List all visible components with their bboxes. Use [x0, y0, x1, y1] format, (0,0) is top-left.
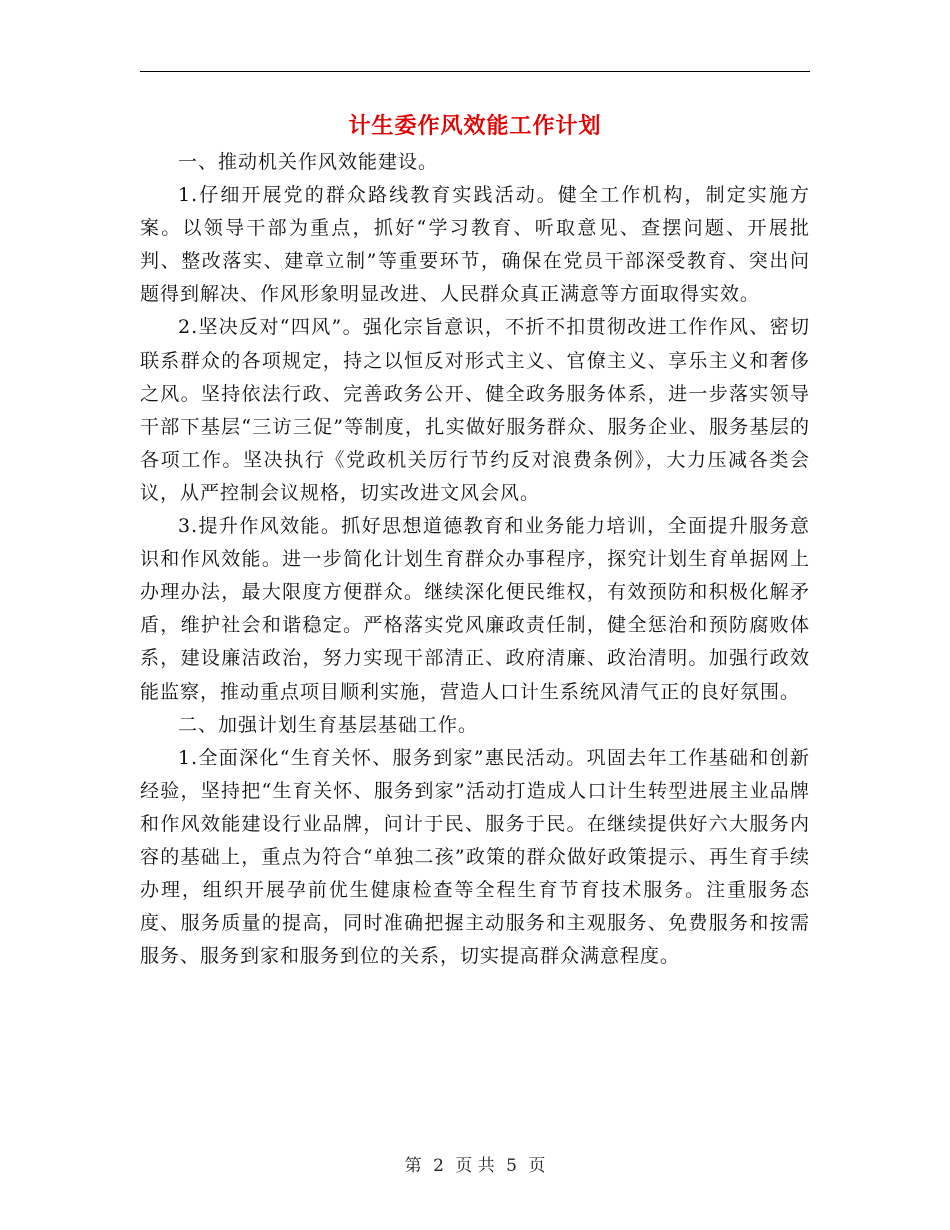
paragraph-1-2: 2.坚决反对“四风”。强化宗旨意识，不折不扣贯彻改进工作作风、密切联系群众的各项规定，持之以恒反对形式主义、官僚主义、享乐主义和奢侈之风。坚持依法行政、完善政务公开、健全政务服务体系，进一步落实领导干部下基层“三访三促”等制度，扎实做好服务群众、服务企业、服务基层的各项工作。坚决执行《党政机关厉行节约反对浪费条例》，大力压减各类会议，从严控制会议规格，切实改进文风会风。: [140, 316, 810, 504]
paragraph-1-3: 3.提升作风效能。抓好思想道德教育和业务能力培训，全面提升服务意识和作风效能。进一步简化计划生育群众办事程序，探究计划生育单据网上办理办法，最大限度方便群众。继续深化便民维权，有效预防和积极化解矛盾，维护社会和谐稳定。严格落实党风廉政责任制，健全惩治和预防腐败体系，建设廉洁政治，努力实现干部清正、政府清廉、政治清明。加强行政效能监察，推动重点项目顺利实施，营造人口计生系统风清气正的良好氛围。: [140, 515, 810, 703]
header-rule: [140, 71, 810, 72]
page-footer: [0, 1151, 950, 1176]
section-heading-1: 一、推动机关作风效能建设。: [178, 151, 439, 173]
section-heading-2: 二、加强计划生育基层基础工作。: [178, 713, 479, 736]
paragraph-1-1: 1.仔细开展党的群众路线教育实践活动。健全工作机构，制定实施方案。以领导干部为重点，抓好“学习教育、听取意见、查摆问题、开展批判、整改落实、建章立制”等重要环节，确保在党员干部深受教育、突出问题得到解决、作风形象明显改进、人民群众真正满意等方面取得实效。: [140, 184, 810, 306]
document-title: 计生委作风效能工作计划: [348, 113, 602, 139]
footer-prefix: 第: [404, 1156, 422, 1176]
document-body: [140, 146, 810, 973]
footer-total-pages: 5: [506, 1156, 517, 1176]
footer-middle: 页 共: [455, 1156, 495, 1176]
footer-suffix: 页: [528, 1156, 546, 1176]
footer-current-page: 2: [433, 1156, 444, 1176]
paragraph-2-1: 1.全面深化“生育关怀、服务到家”惠民活动。巩固去年工作基础和创新经验，坚持把“生育关怀、服务到家”活动打造成人口计生转型进展主业品牌和作风效能建设行业品牌，问计于民、服务于民。在继续提供好六大服务内容的基础上，重点为符合“单独二孩”政策的群众做好政策提示、再生育手续办理，组织开展孕前优生健康检查等全程生育节育技术服务。注重服务态度、服务质量的提高，同时准确把握主动服务和主观服务、免费服务和按需服务、服务到家和服务到位的关系，切实提高群众满意程度。: [140, 746, 810, 968]
